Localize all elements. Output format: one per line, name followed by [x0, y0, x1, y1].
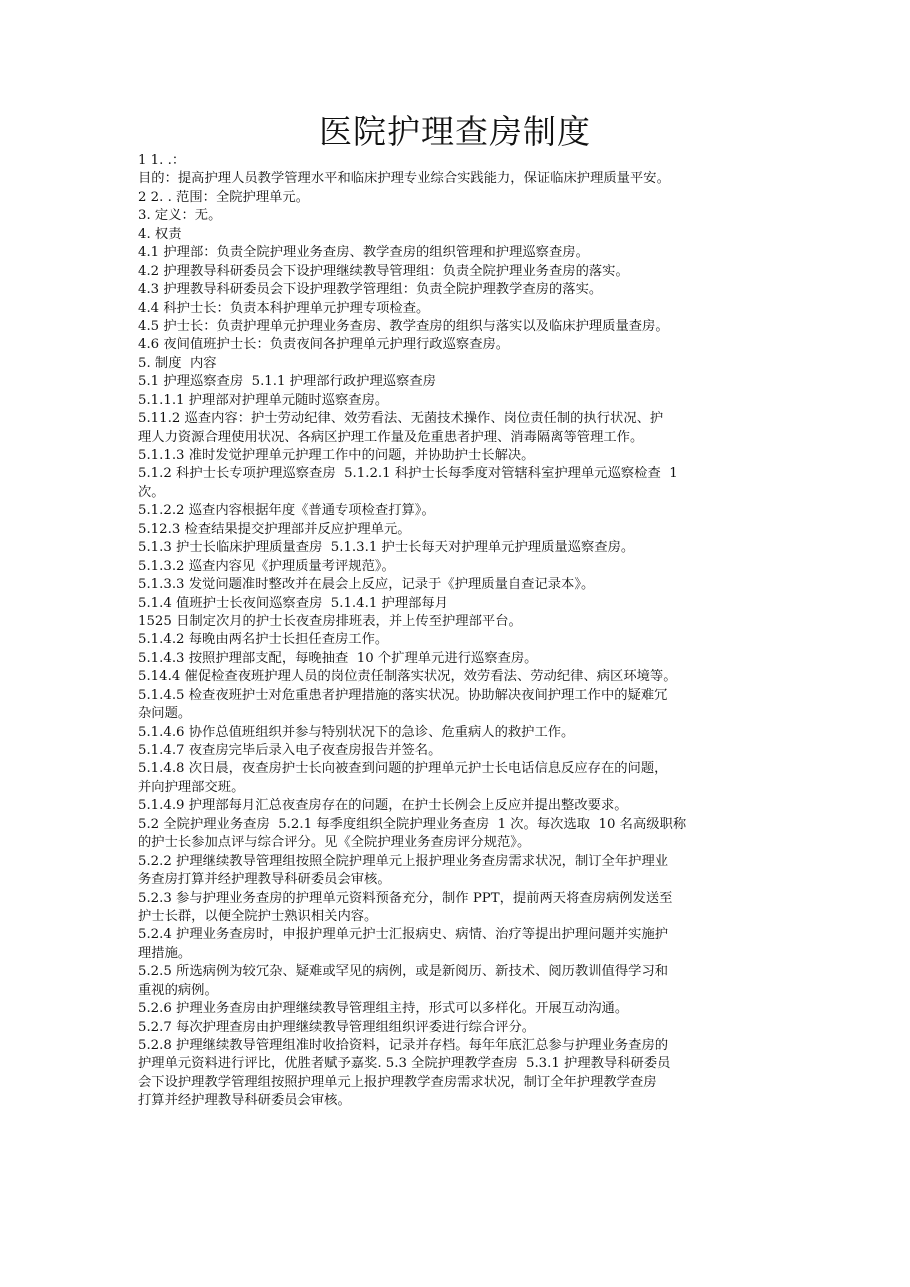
document-text-line: 5.1.3.2 巡查内容见《护理质量考评规范》。: [138, 558, 395, 574]
document-text-line: 4.5 护士长：负责护理单元护理业务查房、教学查房的组织与落实以及临床护理质量查房。: [138, 318, 669, 334]
document-text-line: 5.2.8 护理继续教导管理组准时收拾资料，记录并存档。每年年底汇总参与护理业务查房的: [138, 1038, 669, 1053]
document-text-line: 4. 权责: [138, 226, 182, 242]
document-text-line: 1525 日制定次月的护士长夜查房排班表，并上传至护理部平台。: [138, 613, 522, 629]
document-text-line: 5.1.4.7 夜查房完毕后录入电子夜查房报告并签名。: [138, 743, 442, 758]
document-text-line: 次。: [138, 484, 165, 500]
document-text-line: 5.2.3 参与护理业务查房的护理单元资料预备充分，制作 PPT，提前两天将查房病例发送至: [138, 890, 673, 906]
document-text-line: 4.4 科护士长：负责本科护理单元护理专项检查。: [138, 300, 430, 316]
document-text-line: 理人力资源合理使用状况、各病区护理工作量及危重患者护理、消毒隔离等管理工作。: [138, 429, 644, 445]
document-text-line: 1 1. .：: [138, 153, 186, 168]
document-text-line: 护理单元资料进行评比，优胜者赋予嘉奖. 5.3 全院护理教学查房 5.3.1 护理教导科研委员: [138, 1056, 671, 1072]
document-text-line: 5.2.2 护理继续教导管理组按照全院护理单元上报护理业务查房需求状况，制订全年护理业: [138, 853, 669, 869]
document-text-line: 5.1.4.5 检查夜班护士对危重患者护理措施的落实状况。协助解决夜间护理工作中的疑难冗: [138, 687, 668, 703]
document-text-line: 的护士长参加点评与综合评分。见《全院护理业务查房评分规范》。: [138, 835, 531, 851]
document-text-line: 5.14.4 催促检查夜班护理人员的岗位责任制落实状况，效劳看法、劳动纪律、病区环境等。: [138, 669, 677, 685]
document-text-line: 5.1.1.3 准时发觉护理单元护理工作中的问题，并协助护士长解决。: [138, 448, 535, 463]
document-text-line: 5.1.4.9 护理部每月汇总夜查房存在的问题，在护士长例会上反应并提出整改要求。: [138, 798, 628, 814]
document-text-line: 5.1.4.6 协作总值班组织并参与特别状况下的急诊、危重病人的救护工作。: [138, 724, 575, 740]
document-text-line: 4.6 夜间值班护士长：负责夜间各护理单元护理行政巡察查房。: [138, 337, 510, 353]
document-text-line: 5.2.5 所选病例为较冗杂、疑难或罕见的病例，或是新阅历、新技术、阅历教训值得学习和: [138, 964, 669, 980]
document-text-line: 4.2 护理教导科研委员会下设护理继续教导管理组：负责全院护理业务查房的落实。: [138, 263, 629, 279]
document-text-line: 5.1.4.8 次日晨，夜查房护士长向被查到问题的护理单元护士长电话信息反应存在的问题，: [138, 761, 668, 777]
document-text-line: 3. 定义：无。: [138, 208, 222, 224]
document-text-line: 5.2.7 每次护理查房由护理继续教导管理组组织评委进行综合评分。: [138, 1019, 536, 1035]
document-body: [138, 152, 774, 1111]
document-text-line: 5.12.3 检查结果提交护理部并反应护理单元。: [138, 521, 411, 537]
document-text-line: 杂问题。: [138, 706, 192, 722]
document-text-line: 5.2 全院护理业务查房 5.2.1 每季度组织全院护理业务查房 1 次。每次选取 10 名高级职称: [138, 816, 687, 832]
document-text-line: 务查房打算并经护理教导科研委员会审核。: [138, 872, 391, 888]
document-text-line: 5.1.3.3 发觉问题准时整改并在晨会上反应，记录于《护理质量自查记录本》。: [138, 577, 595, 593]
document-text-line: 5. 制度 内容: [138, 355, 217, 371]
document-text-line: 2 2. . 范围：全院护理单元。: [138, 189, 310, 205]
document-text-line: 5.1.4 值班护士长夜间巡察查房 5.1.4.1 护理部每月: [138, 595, 449, 611]
document-text-line: 5.2.4 护理业务查房时，申报护理单元护士汇报病史、病情、治疗等提出护理问题并实施护: [138, 927, 669, 943]
document-text-line: 5.1 护理巡察查房 5.1.1 护理部行政护理巡察查房: [138, 374, 436, 390]
document-text-line: 4.1 护理部：负责全院护理业务查房、教学查房的组织管理和护理巡察查房。: [138, 245, 589, 261]
document-text-line: 理措施。: [138, 945, 192, 961]
document-text-line: 4.3 护理教导科研委员会下设护理教学管理组：负责全院护理教学查房的落实。: [138, 282, 603, 298]
document-text-line: 护士长群，以便全院护士熟识相关内容。: [138, 908, 378, 924]
document-text-line: 5.2.6 护理业务查房由护理继续教导管理组主持，形式可以多样化。开展互动沟通。: [138, 1001, 629, 1017]
document-text-line: 5.1.4.3 按照护理部支配，每晚抽查 10 个扩理单元进行巡察查房。: [138, 650, 538, 666]
document-text-line: 并向护理部交班。: [138, 779, 245, 795]
document-text-line: 5.1.2.2 巡查内容根据年度《普通专项检查打算》。: [138, 503, 435, 519]
document-text-line: 目的：提高护理人员教学管理水平和临床护理专业综合实践能力，保证临床护理质量平安。: [138, 171, 670, 187]
document-text-line: 5.1.2 科护士长专项护理巡察查房 5.1.2.1 科护士长每季度对管辖科室护理单元巡察检查 1: [138, 466, 678, 482]
document-text-line: 5.1.3 护士长临床护理质量查房 5.1.3.1 护士长每天对护理单元护理质量巡察查房。: [138, 540, 635, 556]
document-text-line: 打算并经护理教导科研委员会审核。: [138, 1093, 351, 1109]
document-text-line: 会下设护理教学管理组按照护理单元上报护理教学查房需求状况，制订全年护理教学查房: [138, 1074, 657, 1090]
document-text-line: 5.1.1.1 护理部对护理单元随时巡察查房。: [138, 392, 389, 408]
document-text-line: 5.1.4.2 每晚由两名护士长担任查房工作。: [138, 632, 389, 648]
document-text-line: 5.11.2 巡查内容：护士劳动纪律、效劳看法、无菌技术操作、岗位责任制的执行状况、护: [138, 411, 664, 427]
document-text-line: 重视的病例。: [138, 982, 218, 998]
document-title: 医院护理查房制度: [319, 112, 591, 151]
